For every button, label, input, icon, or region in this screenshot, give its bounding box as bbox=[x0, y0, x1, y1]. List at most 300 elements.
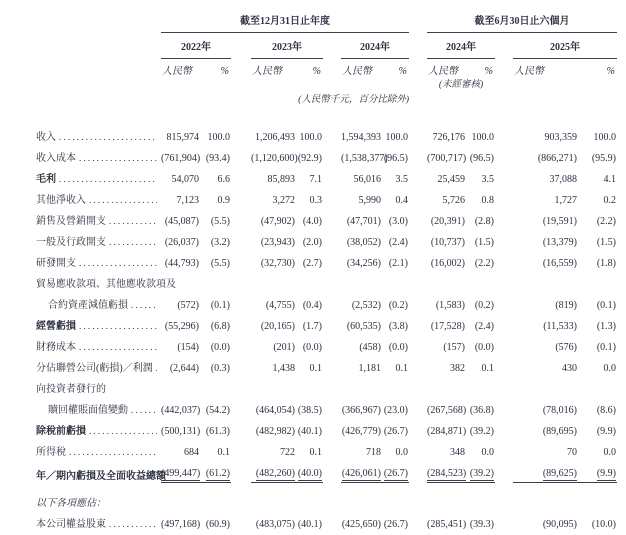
gap-cell bbox=[323, 228, 341, 249]
value-cell: 37,088 bbox=[549, 174, 577, 185]
row-label bbox=[3, 333, 161, 354]
percent-cell: 100.0 bbox=[299, 132, 322, 143]
row-label-wrap bbox=[36, 152, 161, 165]
percent-cell: 0.8 bbox=[481, 195, 494, 206]
gap-cell bbox=[495, 59, 513, 79]
percent-cell: 0.0 bbox=[603, 447, 616, 458]
row-label bbox=[3, 483, 617, 511]
value-cell: 722 bbox=[280, 447, 295, 458]
gap-cell bbox=[495, 207, 513, 228]
gap-cell bbox=[495, 354, 513, 375]
gap-cell bbox=[231, 312, 251, 333]
dot-leader bbox=[79, 257, 157, 270]
gap-cell bbox=[231, 396, 251, 417]
gap-cell bbox=[231, 144, 251, 165]
percent-cell: (0.0) bbox=[388, 342, 408, 353]
percent-cell: (0.1) bbox=[596, 342, 616, 353]
row-label-text: 除稅前虧損 bbox=[36, 426, 86, 437]
currency-header: 人民幣 bbox=[252, 66, 282, 77]
value-cell: (4,755) bbox=[265, 300, 295, 311]
value-cell: 1,594,393 bbox=[341, 132, 381, 143]
percent-cell: (2.1) bbox=[388, 258, 408, 269]
row-label-text: 分佔聯營公司(虧損)／利潤 bbox=[36, 363, 153, 374]
row-label bbox=[3, 375, 617, 396]
row-label-text: 所得稅 bbox=[36, 447, 66, 458]
currency-header: 人民幣 bbox=[342, 66, 372, 77]
value-cell: (425,650) bbox=[341, 519, 381, 530]
gap-cell bbox=[495, 396, 513, 417]
row-label bbox=[3, 270, 617, 291]
gap-cell bbox=[409, 333, 427, 354]
percent-cell: 0.1 bbox=[217, 447, 230, 458]
gap-cell bbox=[231, 459, 251, 483]
value-cell: (576) bbox=[555, 342, 577, 353]
dot-leader bbox=[109, 518, 157, 531]
value-cell: (483,075) bbox=[255, 519, 295, 530]
row-label-wrap bbox=[36, 320, 161, 333]
value-cell: (20,165) bbox=[260, 321, 295, 332]
value-cell: (90,095) bbox=[542, 519, 577, 530]
percent-cell: 0.4 bbox=[395, 195, 408, 206]
percent-cell: (92.9) bbox=[297, 153, 322, 164]
percent-cell: 0.2 bbox=[603, 195, 616, 206]
percent-cell: (40.1) bbox=[297, 519, 322, 530]
gap-cell bbox=[323, 291, 341, 312]
value-text: (499,447) bbox=[161, 468, 201, 479]
gap-cell bbox=[495, 144, 513, 165]
percent-cell: (0.0) bbox=[474, 342, 494, 353]
row-label-wrap bbox=[48, 404, 161, 417]
gap-cell bbox=[495, 510, 513, 531]
percent-cell: 4.1 bbox=[603, 174, 616, 185]
percent-cell: (96.5) bbox=[469, 153, 494, 164]
value-cell: (201) bbox=[273, 342, 295, 353]
value-cell: (442,037) bbox=[161, 405, 201, 416]
year-header: 2025年 bbox=[513, 33, 617, 59]
gap-cell bbox=[495, 417, 513, 438]
row-label-wrap bbox=[36, 257, 161, 270]
value-cell: 726,176 bbox=[432, 132, 465, 143]
gap-cell bbox=[495, 249, 513, 270]
dot-leader bbox=[109, 215, 157, 228]
row-label-text: 一般及行政開支 bbox=[36, 237, 106, 248]
value-cell: (44,793) bbox=[164, 258, 199, 269]
dot-leader bbox=[79, 341, 157, 354]
percent-cell: 0.1 bbox=[309, 363, 322, 374]
value-cell: (464,054) bbox=[255, 405, 295, 416]
gap-cell bbox=[409, 396, 427, 417]
year-header: 2022年 bbox=[161, 33, 231, 59]
percent-cell: (0.2) bbox=[474, 300, 494, 311]
percent-text: (61.2) bbox=[205, 468, 230, 479]
percent-cell: (8.6) bbox=[596, 405, 616, 416]
value-cell: 815,974 bbox=[166, 132, 199, 143]
gap-cell bbox=[231, 123, 251, 144]
row-label-text: 贖回權賬面值變動 bbox=[48, 405, 128, 416]
row-label-wrap bbox=[36, 425, 161, 438]
value-cell: (284,871) bbox=[427, 426, 467, 437]
value-text: (426,061) bbox=[341, 468, 381, 479]
percent-cell: (2.2) bbox=[474, 258, 494, 269]
percent-cell: 100.0 bbox=[593, 132, 616, 143]
gap-cell bbox=[495, 186, 513, 207]
gap-cell bbox=[495, 312, 513, 333]
gap-cell bbox=[323, 186, 341, 207]
value-cell: 718 bbox=[366, 447, 381, 458]
percent-cell: (2.8) bbox=[474, 216, 494, 227]
dot-leader bbox=[69, 446, 157, 459]
value-cell: 7,123 bbox=[176, 195, 199, 206]
currency-header: 人民幣 bbox=[428, 66, 458, 77]
percent-cell: (23.0) bbox=[383, 405, 408, 416]
value-cell: 5,990 bbox=[358, 195, 381, 206]
percent-cell: (2.4) bbox=[474, 321, 494, 332]
value-cell: (285,451) bbox=[427, 519, 467, 530]
row-label-text: 向投資者發行的 bbox=[36, 384, 106, 395]
gap-cell bbox=[231, 33, 251, 59]
gap-cell bbox=[231, 438, 251, 459]
gap-cell bbox=[495, 123, 513, 144]
row-label bbox=[3, 144, 161, 165]
row-label bbox=[3, 510, 161, 531]
percent-cell: (3.0) bbox=[388, 216, 408, 227]
row-label-wrap bbox=[36, 215, 161, 228]
percent-cell: (93.4) bbox=[205, 153, 230, 164]
dot-leader bbox=[89, 425, 157, 438]
percent-cell: 7.1 bbox=[309, 174, 322, 185]
row-label-wrap bbox=[36, 384, 617, 396]
value-cell: 430 bbox=[562, 363, 577, 374]
dot-leader bbox=[131, 404, 157, 417]
gap-cell bbox=[323, 354, 341, 375]
row-label-text: 財務成本 bbox=[36, 342, 76, 353]
gap-cell bbox=[323, 165, 341, 186]
row-label bbox=[3, 438, 161, 459]
value-cell: (19,591) bbox=[542, 216, 577, 227]
value-cell: 382 bbox=[450, 363, 465, 374]
value-cell: 903,359 bbox=[544, 132, 577, 143]
period-group-header: 截至6月30日止六個月 bbox=[427, 8, 617, 33]
row-label-text: 收入 bbox=[36, 132, 56, 143]
gap-cell bbox=[323, 396, 341, 417]
percent-cell bbox=[199, 459, 231, 483]
row-label-wrap bbox=[36, 498, 617, 510]
value-cell: 85,893 bbox=[267, 174, 295, 185]
percent-cell: 0.0 bbox=[395, 447, 408, 458]
gap-cell bbox=[323, 249, 341, 270]
percent-cell: (0.0) bbox=[302, 342, 322, 353]
gap-cell bbox=[495, 78, 513, 91]
gap-cell bbox=[323, 312, 341, 333]
row-label-wrap bbox=[36, 446, 161, 459]
gap-cell bbox=[495, 333, 513, 354]
gap-cell bbox=[323, 59, 341, 79]
percent-cell: (1.7) bbox=[302, 321, 322, 332]
currency-header: 人民幣 bbox=[162, 66, 192, 77]
gap-cell bbox=[495, 228, 513, 249]
percent-cell: (0.0) bbox=[210, 342, 230, 353]
percent-cell bbox=[295, 459, 323, 483]
percent-cell: 100.0 bbox=[471, 132, 494, 143]
row-label-wrap bbox=[36, 236, 161, 249]
value-cell: (47,902) bbox=[260, 216, 295, 227]
gap-cell bbox=[231, 207, 251, 228]
percent-cell: 6.6 bbox=[217, 174, 230, 185]
value-cell: (458) bbox=[359, 342, 381, 353]
value-cell: (154) bbox=[177, 342, 199, 353]
year-header: 2024年 bbox=[341, 33, 409, 59]
value-cell: (2,532) bbox=[351, 300, 381, 311]
value-cell: (45,087) bbox=[164, 216, 199, 227]
empty-cell bbox=[3, 91, 251, 106]
percent-cell: (6.8) bbox=[210, 321, 230, 332]
percent-cell: (61.3) bbox=[205, 426, 230, 437]
period-group-header: 截至12月31日止年度 bbox=[161, 8, 409, 33]
gap-cell bbox=[231, 249, 251, 270]
row-label bbox=[3, 312, 161, 333]
value-cell: (60,535) bbox=[346, 321, 381, 332]
year-header: 2024年 bbox=[427, 33, 495, 59]
value-cell: (2,644) bbox=[169, 363, 199, 374]
value-cell: 54,070 bbox=[171, 174, 199, 185]
percent-text: (39.2) bbox=[469, 468, 494, 479]
value-cell: (16,002) bbox=[430, 258, 465, 269]
value-cell: (10,737) bbox=[430, 237, 465, 248]
year-header: 2023年 bbox=[251, 33, 323, 59]
gap-cell bbox=[409, 123, 427, 144]
percent-cell: 3.5 bbox=[395, 174, 408, 185]
percent-cell: (39.3) bbox=[469, 519, 494, 530]
gap-cell bbox=[495, 459, 513, 483]
percent-cell: 0.0 bbox=[481, 447, 494, 458]
gap-cell bbox=[231, 354, 251, 375]
value-cell bbox=[341, 459, 381, 483]
percent-cell: (0.2) bbox=[388, 300, 408, 311]
percent-cell: (10.0) bbox=[591, 519, 616, 530]
gap-cell bbox=[409, 59, 427, 79]
value-cell: (866,271) bbox=[537, 153, 577, 164]
value-cell: (23,943) bbox=[260, 237, 295, 248]
gap-cell bbox=[231, 510, 251, 531]
row-label-wrap bbox=[36, 279, 617, 291]
row-label-wrap bbox=[36, 341, 161, 354]
percent-cell: 0.9 bbox=[217, 195, 230, 206]
value-cell: (38,052) bbox=[346, 237, 381, 248]
percent-cell: 0.3 bbox=[309, 195, 322, 206]
row-label-text: 毛利 bbox=[36, 174, 56, 185]
gap-cell bbox=[409, 228, 427, 249]
value-cell: (17,528) bbox=[430, 321, 465, 332]
percent-cell: (40.1) bbox=[297, 426, 322, 437]
percent-text: (40.0) bbox=[297, 468, 322, 479]
row-label bbox=[3, 291, 161, 312]
dot-leader bbox=[79, 152, 157, 165]
row-label-text: 銷售及營銷開支 bbox=[36, 216, 106, 227]
percent-header: % bbox=[484, 66, 493, 77]
value-cell: 1,206,493 bbox=[255, 132, 295, 143]
value-cell: (500,131) bbox=[161, 426, 201, 437]
value-cell: (366,967) bbox=[341, 405, 381, 416]
percent-header: % bbox=[312, 66, 321, 77]
value-cell: (47,701) bbox=[346, 216, 381, 227]
value-cell: 3,272 bbox=[272, 195, 295, 206]
row-label-text: 年／期內虧損及全面收益總額 bbox=[36, 470, 166, 482]
value-cell: (497,168) bbox=[161, 519, 201, 530]
percent-text: (9.9) bbox=[596, 468, 616, 479]
percent-cell: (60.9) bbox=[205, 519, 230, 530]
dot-leader bbox=[89, 194, 157, 207]
gap-cell bbox=[409, 165, 427, 186]
value-text: (89,625) bbox=[542, 468, 577, 479]
value-cell: 70 bbox=[567, 447, 577, 458]
value-cell: 1,181 bbox=[358, 363, 381, 374]
gap-cell bbox=[231, 417, 251, 438]
percent-cell: 0.1 bbox=[309, 447, 322, 458]
currency-header: 人民幣 bbox=[514, 66, 544, 77]
percent-cell: 100.0 bbox=[207, 132, 230, 143]
value-cell: 56,016 bbox=[353, 174, 381, 185]
empty-cell bbox=[409, 91, 617, 106]
value-cell bbox=[513, 459, 577, 483]
gap-cell bbox=[323, 417, 341, 438]
row-label bbox=[3, 123, 161, 144]
value-cell: (55,296) bbox=[164, 321, 199, 332]
value-cell: (1,583) bbox=[435, 300, 465, 311]
row-label bbox=[3, 417, 161, 438]
gap-cell bbox=[231, 291, 251, 312]
percent-cell: (54.2) bbox=[205, 405, 230, 416]
percent-cell: (26.7) bbox=[383, 519, 408, 530]
percent-cell: (2.0) bbox=[302, 237, 322, 248]
percent-cell: (95.9) bbox=[591, 153, 616, 164]
value-cell: (11,533) bbox=[543, 321, 577, 332]
percent-cell: (3.8) bbox=[388, 321, 408, 332]
percent-cell: 0.0 bbox=[603, 363, 616, 374]
gap-cell bbox=[409, 417, 427, 438]
percent-cell: (2.7) bbox=[302, 258, 322, 269]
unaudited-note: (未經審核) bbox=[438, 80, 484, 90]
percent-cell: (5.5) bbox=[210, 216, 230, 227]
row-label-wrap bbox=[36, 518, 161, 531]
value-cell: (20,391) bbox=[430, 216, 465, 227]
row-label-wrap bbox=[36, 362, 161, 375]
value-cell: 5,726 bbox=[442, 195, 465, 206]
corner-cell bbox=[3, 33, 161, 59]
value-text: (482,260) bbox=[255, 468, 295, 479]
percent-cell: (26.7) bbox=[383, 426, 408, 437]
gap-cell bbox=[323, 438, 341, 459]
value-cell: (89,695) bbox=[542, 426, 577, 437]
value-cell: (34,256) bbox=[346, 258, 381, 269]
gap-cell bbox=[323, 510, 341, 531]
percent-cell: (4.0) bbox=[302, 216, 322, 227]
percent-cell: (2.4) bbox=[388, 237, 408, 248]
percent-cell: (9.9) bbox=[596, 426, 616, 437]
row-label bbox=[3, 207, 161, 228]
percent-cell: 0.1 bbox=[481, 363, 494, 374]
value-cell: (482,982) bbox=[255, 426, 295, 437]
gap-cell bbox=[231, 333, 251, 354]
value-cell: (1,120,600) bbox=[251, 153, 298, 164]
value-cell bbox=[251, 459, 295, 483]
gap-cell bbox=[409, 354, 427, 375]
row-label-text: 收入成本 bbox=[36, 153, 76, 164]
row-label-wrap bbox=[36, 131, 161, 144]
gap-cell bbox=[409, 510, 427, 531]
row-label-text: 以下各項應佔： bbox=[36, 498, 106, 509]
gap-cell bbox=[409, 459, 427, 483]
row-label bbox=[3, 354, 161, 375]
corner-cell bbox=[3, 59, 161, 79]
percent-cell: (96.5) bbox=[383, 153, 408, 164]
row-label bbox=[3, 459, 166, 483]
value-cell: (78,016) bbox=[542, 405, 577, 416]
value-cell: 1,727 bbox=[554, 195, 577, 206]
unit-note: (人民幣千元，百分比除外) bbox=[298, 95, 409, 105]
percent-cell: (0.1) bbox=[596, 300, 616, 311]
value-cell: (13,379) bbox=[542, 237, 577, 248]
value-cell: (157) bbox=[443, 342, 465, 353]
value-cell: (1,538,377) bbox=[341, 153, 388, 164]
value-text: (284,523) bbox=[427, 468, 467, 479]
spacer-cell bbox=[3, 106, 617, 123]
value-cell: 348 bbox=[450, 447, 465, 458]
percent-cell: (0.1) bbox=[210, 300, 230, 311]
row-label bbox=[3, 186, 161, 207]
percent-cell bbox=[465, 459, 495, 483]
percent-cell: 0.1 bbox=[395, 363, 408, 374]
gap-cell bbox=[231, 165, 251, 186]
percent-cell: (1.3) bbox=[596, 321, 616, 332]
row-label-text: 本公司權益股東 bbox=[36, 519, 106, 530]
percent-cell: 3.5 bbox=[481, 174, 494, 185]
value-cell: (819) bbox=[555, 300, 577, 311]
percent-cell: 100.0 bbox=[385, 132, 408, 143]
gap-cell bbox=[323, 123, 341, 144]
value-cell: (16,559) bbox=[542, 258, 577, 269]
row-label bbox=[3, 165, 161, 186]
percent-cell: (5.5) bbox=[210, 258, 230, 269]
gap-cell bbox=[323, 459, 341, 483]
gap-cell bbox=[409, 144, 427, 165]
corner-cell bbox=[3, 8, 161, 33]
row-label-wrap bbox=[48, 299, 161, 312]
gap-cell bbox=[495, 291, 513, 312]
percent-cell: (1.8) bbox=[596, 258, 616, 269]
percent-header: % bbox=[398, 66, 407, 77]
value-cell: (267,568) bbox=[427, 405, 467, 416]
gap-cell bbox=[409, 8, 427, 33]
value-cell: (426,779) bbox=[341, 426, 381, 437]
percent-cell: (2.2) bbox=[596, 216, 616, 227]
value-cell: 1,438 bbox=[272, 363, 295, 374]
percent-cell: (0.3) bbox=[210, 363, 230, 374]
row-label-text: 合約資產減值虧損 bbox=[48, 300, 128, 311]
value-cell: 25,459 bbox=[437, 174, 465, 185]
dot-leader bbox=[156, 362, 157, 375]
row-label-wrap bbox=[36, 173, 161, 186]
gap-cell bbox=[231, 228, 251, 249]
percent-cell bbox=[381, 459, 409, 483]
dot-leader bbox=[79, 320, 157, 333]
percent-cell: (36.8) bbox=[469, 405, 494, 416]
row-label bbox=[3, 228, 161, 249]
percent-header: % bbox=[220, 66, 229, 77]
empty-cell bbox=[3, 78, 427, 91]
value-cell: (700,717) bbox=[427, 153, 467, 164]
row-label-wrap bbox=[36, 194, 161, 207]
gap-cell bbox=[409, 249, 427, 270]
